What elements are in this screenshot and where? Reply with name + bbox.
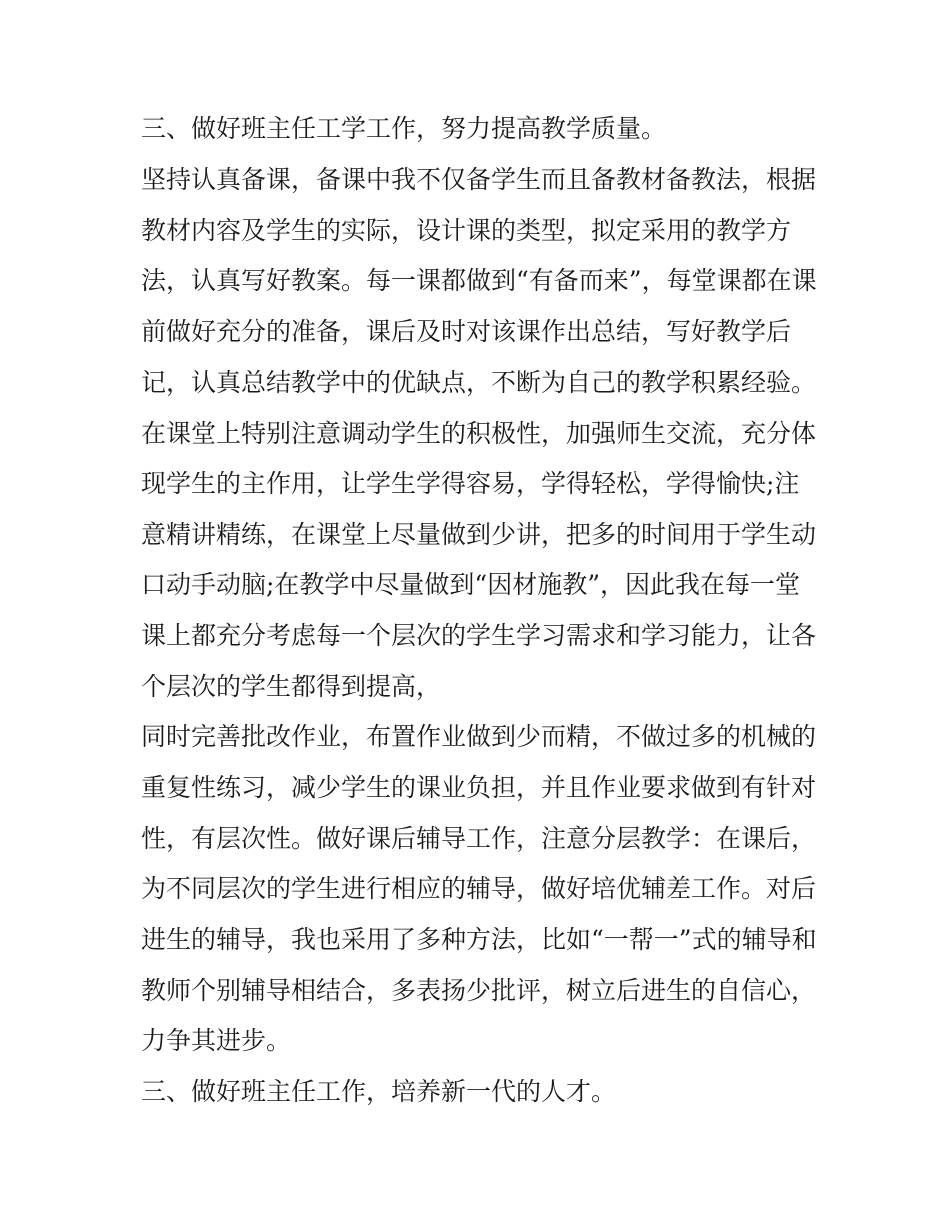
text-line: 在课堂上特别注意调动学生的积极性，加强师生交流，充分体 — [141, 419, 817, 448]
text-line: 同时完善批改作业，布置作业做到少而精，不做过多的机械的 — [141, 722, 817, 751]
text-line: 性，有层次性。做好课后辅导工作，注意分层教学：在课后， — [141, 824, 817, 853]
text-line: 力争其进步。 — [141, 1026, 292, 1055]
text-line: 教师个别辅导相结合，多表扬少批评，树立后进生的自信心， — [141, 976, 817, 1005]
text-line: 口动手动脑;在教学中尽量做到“因材施教”，因此我在每一堂 — [141, 570, 800, 599]
section-heading: 三、做好班主任工学工作，努力提高教学质量。 — [141, 114, 667, 143]
text-line: 为不同层次的学生进行相应的辅导，做好培优辅差工作。对后 — [141, 874, 817, 903]
text-line: 意精讲精练，在课堂上尽量做到少讲，把多的时间用于学生动 — [141, 520, 817, 549]
text-line: 记，认真总结教学中的优缺点，不断为自己的教学积累经验。 — [141, 368, 817, 397]
text-line: 重复性练习，减少学生的课业负担，并且作业要求做到有针对 — [141, 773, 817, 802]
text-line: 现学生的主作用，让学生学得容易，学得轻松，学得愉快;注 — [141, 469, 800, 498]
text-line: 进生的辅导，我也采用了多种方法，比如“一帮一”式的辅导和 — [141, 925, 817, 954]
text-line: 法，认真写好教案。每一课都做到“有备而来”，每堂课都在课 — [141, 266, 817, 295]
section-heading: 三、做好班主任工作，培养新一代的人才。 — [141, 1077, 617, 1106]
text-line: 前做好充分的准备，课后及时对该课作出总结，写好教学后 — [141, 317, 792, 346]
text-line: 坚持认真备课，备课中我不仅备学生而且备教材备教法，根据 — [141, 165, 817, 194]
text-line: 课上都充分考虑每一个层次的学生学习需求和学习能力，让各 — [141, 621, 817, 650]
text-line: 教材内容及学生的实际，设计课的类型，拟定采用的教学方 — [141, 216, 792, 245]
text-line: 个层次的学生都得到提高， — [141, 672, 442, 701]
